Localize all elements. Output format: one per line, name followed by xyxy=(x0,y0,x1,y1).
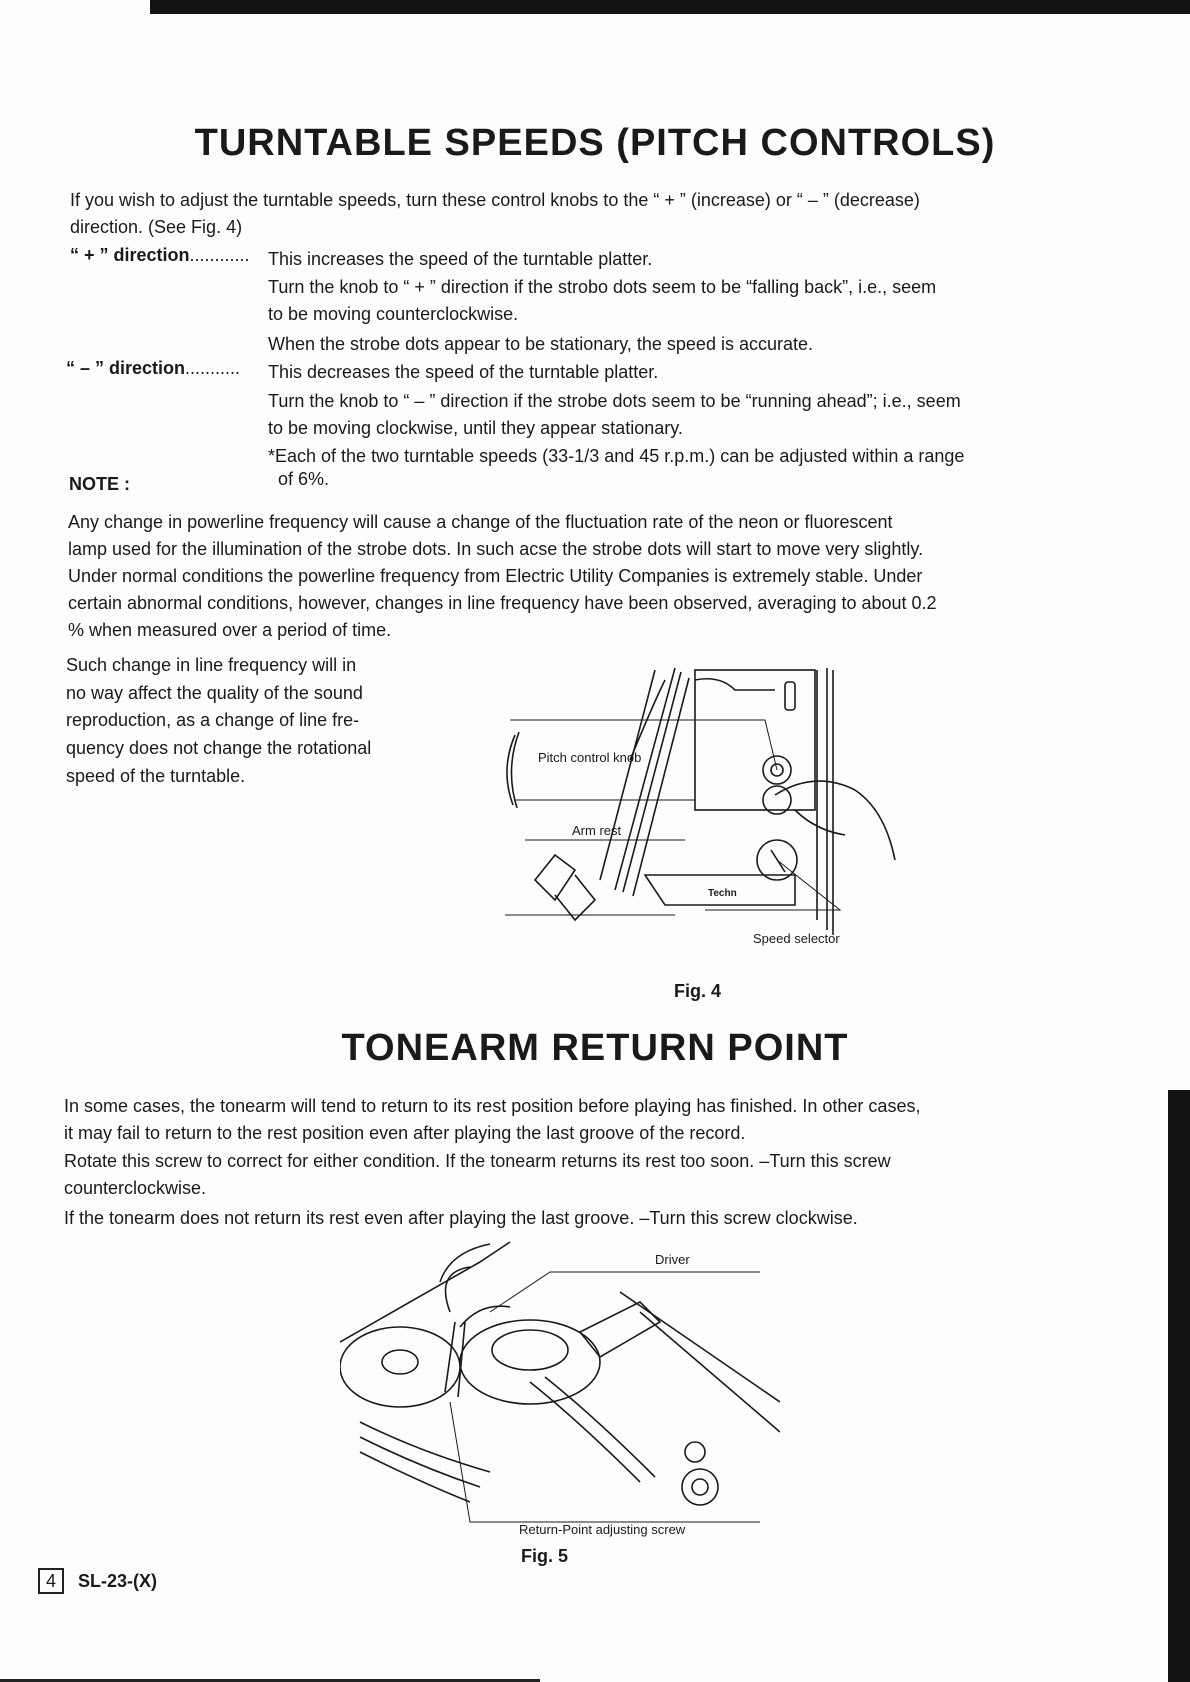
fig5-cabinet-edge xyxy=(340,1242,510,1342)
fig4-control-panel xyxy=(695,670,815,810)
section-title-tonearm-return: TONEARM RETURN POINT xyxy=(341,1027,849,1069)
minus-line-5: of 6%. xyxy=(278,469,330,489)
fig4-pitch-control-label: Pitch control knob xyxy=(538,750,642,765)
side-line-3: reproduction, as a change of line fre- xyxy=(66,710,360,730)
fig5-arm-pivot xyxy=(685,1442,705,1462)
minus-line-3: to be moving clockwise, until they appear stationary. xyxy=(268,418,683,438)
scan-right-edge xyxy=(1168,1090,1190,1682)
note-line-5: % when measured over a period of time. xyxy=(68,620,392,640)
note-line-4: certain abnormal conditions, however, changes in line frequency have been observed, averaging to about 0.2 xyxy=(68,593,937,613)
minus-direction-label: “ – ” direction xyxy=(66,358,186,378)
fig5-screw-label: Return-Point adjusting screw xyxy=(519,1522,686,1537)
fig5-base-plate xyxy=(620,1292,780,1432)
intro-line-2: direction. (See Fig. 4) xyxy=(70,217,243,237)
fig4-cabinet-edge xyxy=(817,668,833,935)
fig5-hand xyxy=(440,1244,510,1327)
fig5-mechanism-wheel-inner xyxy=(492,1330,568,1370)
fig5-driver-leader xyxy=(490,1272,760,1312)
note-label: NOTE : xyxy=(69,474,130,494)
side-line-4: quency does not change the rotational xyxy=(66,738,372,758)
fig5-driver-label: Driver xyxy=(655,1252,690,1267)
fig4-turntable-illustration xyxy=(495,660,935,960)
plus-direction-term xyxy=(70,242,250,269)
plus-leader: ............ xyxy=(189,245,250,265)
fig5-driver-shaft xyxy=(445,1322,465,1397)
tonearm-line-2: it may fail to return to the rest position even after playing the last groove of the record. xyxy=(64,1123,746,1143)
fig4-brand-logo: Techn xyxy=(708,888,737,899)
note-line-3: Under normal conditions the powerline frequency from Electric Utility Companies is extremely stable. Under xyxy=(68,566,923,586)
plus-direction-label: “ + ” direction xyxy=(70,245,190,265)
tonearm-line-3: Rotate this screw to correct for either condition. If the tonearm returns its rest too soon. –Turn this screw xyxy=(64,1151,891,1171)
note-line-2: lamp used for the illumination of the strobe dots. In such acse the strobe dots will start to move very slightly. xyxy=(68,539,924,559)
fig5-tonearm xyxy=(530,1377,655,1482)
fig5-linkage xyxy=(580,1302,660,1357)
minus-line-4: *Each of the two turntable speeds (33-1/3 and 45 r.p.m.) can be adjusted within a range xyxy=(268,446,965,466)
fig5-pulley xyxy=(340,1327,460,1407)
plus-line-2: Turn the knob to “ + ” direction if the strobo dots seem to be “falling back”, i.e., seem xyxy=(268,277,937,297)
section-title-turntable-speeds: TURNTABLE SPEEDS (PITCH CONTROLS) xyxy=(194,122,996,164)
tonearm-line-4: counterclockwise. xyxy=(64,1178,207,1198)
page-number: 4 xyxy=(38,1568,64,1594)
minus-line-1: This decreases the speed of the turntable platter. xyxy=(268,362,659,382)
minus-direction-term xyxy=(66,355,240,382)
side-line-5: speed of the turntable. xyxy=(66,766,246,786)
minus-line-2: Turn the knob to “ – ” direction if the strobe dots seem to be “running ahead”; i.e., seem xyxy=(268,391,961,411)
fig5-return-point-illustration xyxy=(340,1232,780,1552)
page-footer xyxy=(38,1568,157,1594)
intro-line-1: If you wish to adjust the turntable speeds, turn these control knobs to the “ + ” (increase) or “ – ” (decrease) xyxy=(70,190,920,210)
fig5-platter-grooves xyxy=(360,1422,490,1502)
minus-leader: ........... xyxy=(185,358,241,378)
plus-line-3: to be moving counterclockwise. xyxy=(268,304,519,324)
fig5-screw-leader xyxy=(450,1402,760,1522)
tonearm-line-5: If the tonearm does not return its rest even after playing the last groove. –Turn this screw clockwise. xyxy=(64,1208,858,1228)
fig4-speed-leader xyxy=(705,860,840,910)
scan-top-edge xyxy=(150,0,1190,14)
side-line-1: Such change in line frequency will in xyxy=(66,655,357,675)
fig4-arm-rest-label: Arm rest xyxy=(572,823,622,838)
fig4-plug xyxy=(535,855,595,920)
tonearm-line-1: In some cases, the tonearm will tend to return to its rest position before playing has finished. In other cases, xyxy=(64,1096,921,1116)
fig5-mechanism-wheel xyxy=(460,1320,600,1404)
plus-line-4: When the strobe dots appear to be stationary, the speed is accurate. xyxy=(268,334,813,354)
plus-line-1: This increases the speed of the turntable platter. xyxy=(268,249,653,269)
side-line-2: no way affect the quality of the sound xyxy=(66,683,363,703)
fig4-tonearm-cables xyxy=(600,668,689,896)
model-number: SL-23-(X) xyxy=(78,1570,158,1591)
fig5-caption: Fig. 5 xyxy=(521,1546,569,1566)
fig5-arm-base-center xyxy=(692,1479,708,1495)
fig5-arm-base xyxy=(682,1469,718,1505)
fig4-arm-lift xyxy=(695,679,775,690)
fig4-speed-selector-label: Speed selector xyxy=(753,931,840,946)
note-line-1: Any change in powerline frequency will cause a change of the fluctuation rate of the neon or fluorescent xyxy=(68,512,893,532)
fig4-caption: Fig. 4 xyxy=(674,981,722,1001)
fig4-cueing-lever xyxy=(785,682,795,710)
fig5-pulley-hub xyxy=(382,1350,418,1374)
